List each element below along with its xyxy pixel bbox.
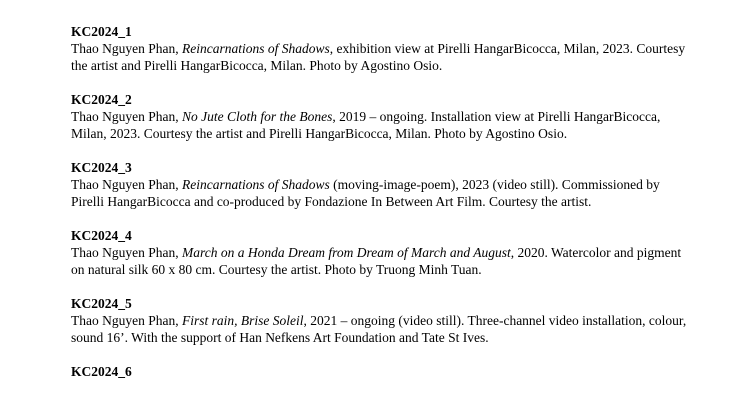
entry-caption (71, 312, 691, 346)
entry-code: KC2024_1 (71, 24, 132, 39)
entry-title: First rain, Brise Soleil (181, 313, 304, 328)
entry-caption (71, 244, 691, 278)
caption-entry-2 (71, 91, 691, 142)
caption-entry-6 (71, 363, 691, 380)
entry-details: , exhibition view at Pirelli HangarBicocca, Milan, 2023. Courtesy the artist and Pirelli HangarBicocca, Milan. Photo by Agostino Osio. (71, 41, 686, 73)
entry-artist: Thao Nguyen Phan, (71, 177, 182, 192)
entry-artist: Thao Nguyen Phan, (71, 41, 182, 56)
entry-caption (71, 176, 691, 210)
caption-entry-3 (71, 159, 691, 210)
entry-caption (71, 40, 691, 74)
entry-details: , 2020. Watercolor and pigment on natural silk 60 x 80 cm. Courtesy the artist. Photo by Truong Minh Tuan. (71, 245, 682, 277)
entry-code: KC2024_2 (71, 92, 132, 107)
entry-code: KC2024_5 (71, 296, 132, 311)
caption-entry-4 (71, 227, 691, 278)
entry-title: March on a Honda Dream from Dream of March and August (181, 245, 511, 260)
entry-artist: Thao Nguyen Phan, (71, 245, 182, 260)
entry-details: (moving-image-poem), 2023 (video still). Commissioned by Pirelli HangarBicocca and co-produced by Fondazione In Between Art Film. Courtesy the artist. (71, 177, 660, 209)
entry-artist: Thao Nguyen Phan, (71, 109, 182, 124)
caption-entry-1 (71, 23, 691, 74)
entry-title: Reincarnations of Shadows (181, 177, 330, 192)
entry-title: No Jute Cloth for the Bones (181, 109, 333, 124)
entry-code: KC2024_4 (71, 228, 132, 243)
entry-artist: Thao Nguyen Phan, (71, 313, 182, 328)
entry-caption (71, 108, 691, 142)
entry-code: KC2024_6 (71, 364, 132, 379)
caption-entry-5 (71, 295, 691, 346)
caption-list (71, 23, 691, 397)
entry-title: Reincarnations of Shadows (181, 41, 330, 56)
entry-code: KC2024_3 (71, 160, 132, 175)
entry-details: , 2021 – ongoing (video still). Three-channel video installation, colour, sound 16’. With the support of Han Nefkens Art Foundation and Tate St Ives. (71, 313, 687, 345)
entry-details: , 2019 – ongoing. Installation view at Pirelli HangarBicocca, Milan, 2023. Courtesy the artist and Pirelli HangarBicocca, Milan. Photo by Agostino Osio. (71, 109, 661, 141)
